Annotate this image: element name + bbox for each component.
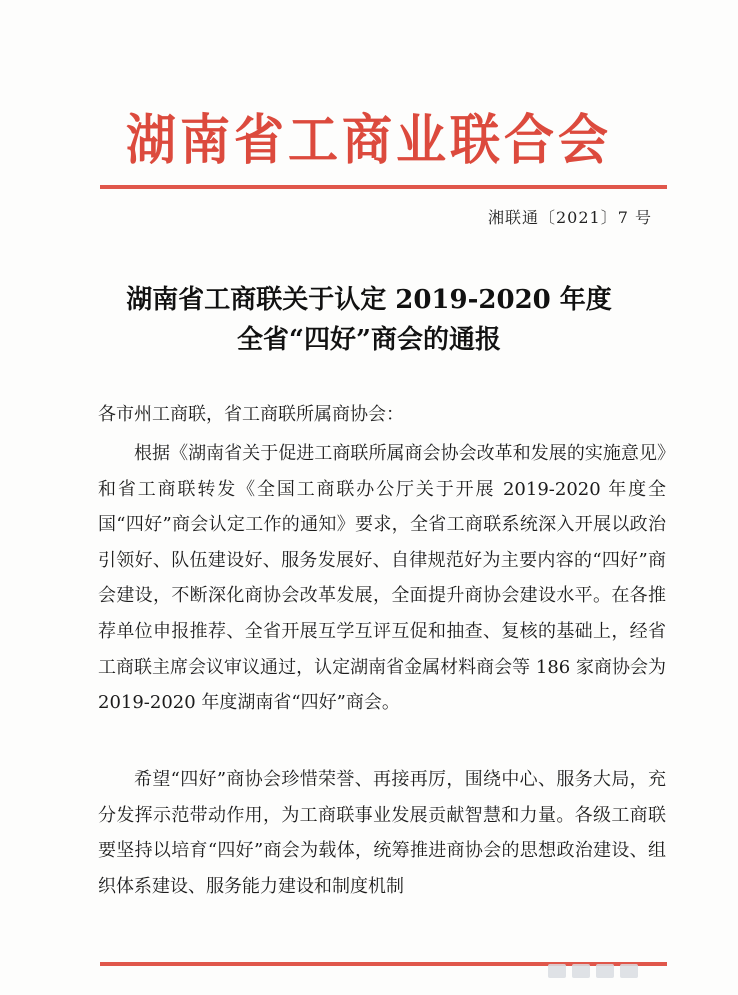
body-paragraph-1: 根据《湖南省关于促进工商联所属商会协会改革和发展的实施意见》和省工商联转发《全国工商联办公厅关于开展 2019-2020 年度全国“四好”商会认定工作的通知》要求，全省工商联系统深入开展以政治引领好、队伍建设好、服务发展好、自律规范好为主要内容的“四好”商会建设，不断深化商协会改革发展，全面提升商协会建设水平。在各推荐单位申报推荐、全省开展互学互评互促和抽查、复核的基础上，经省工商联主席会议审议通过，认定湖南省金属材料商会等 186 家商协会为 2019-2020 年度湖南省“四好”商会。 — [98, 443, 666, 714]
salutation: 各市州工商联，省工商联所属商协会： — [98, 404, 404, 425]
document-title-line2: 全省“四好”商会的通报 — [237, 325, 501, 355]
header-divider — [100, 185, 667, 189]
org-masthead: 湖南省工商业联合会 — [126, 108, 612, 172]
watermark-logo — [548, 960, 658, 982]
body-paragraph-2: 希望“四好”商协会珍惜荣誉、再接再厉，围绕中心、服务大局，充分发挥示范带动作用，为工商联事业发展贡献智慧和力量。各级工商联要坚持以培育“四好”商会为载体，统筹推进商协会的思想政治建设、组织体系建设、服务能力建设和制度机制 — [98, 769, 666, 897]
document-title-line1: 湖南省工商联关于认定 2019-2020 年度 — [126, 285, 612, 315]
document-number: 湘联通〔2021〕7 号 — [488, 208, 652, 227]
